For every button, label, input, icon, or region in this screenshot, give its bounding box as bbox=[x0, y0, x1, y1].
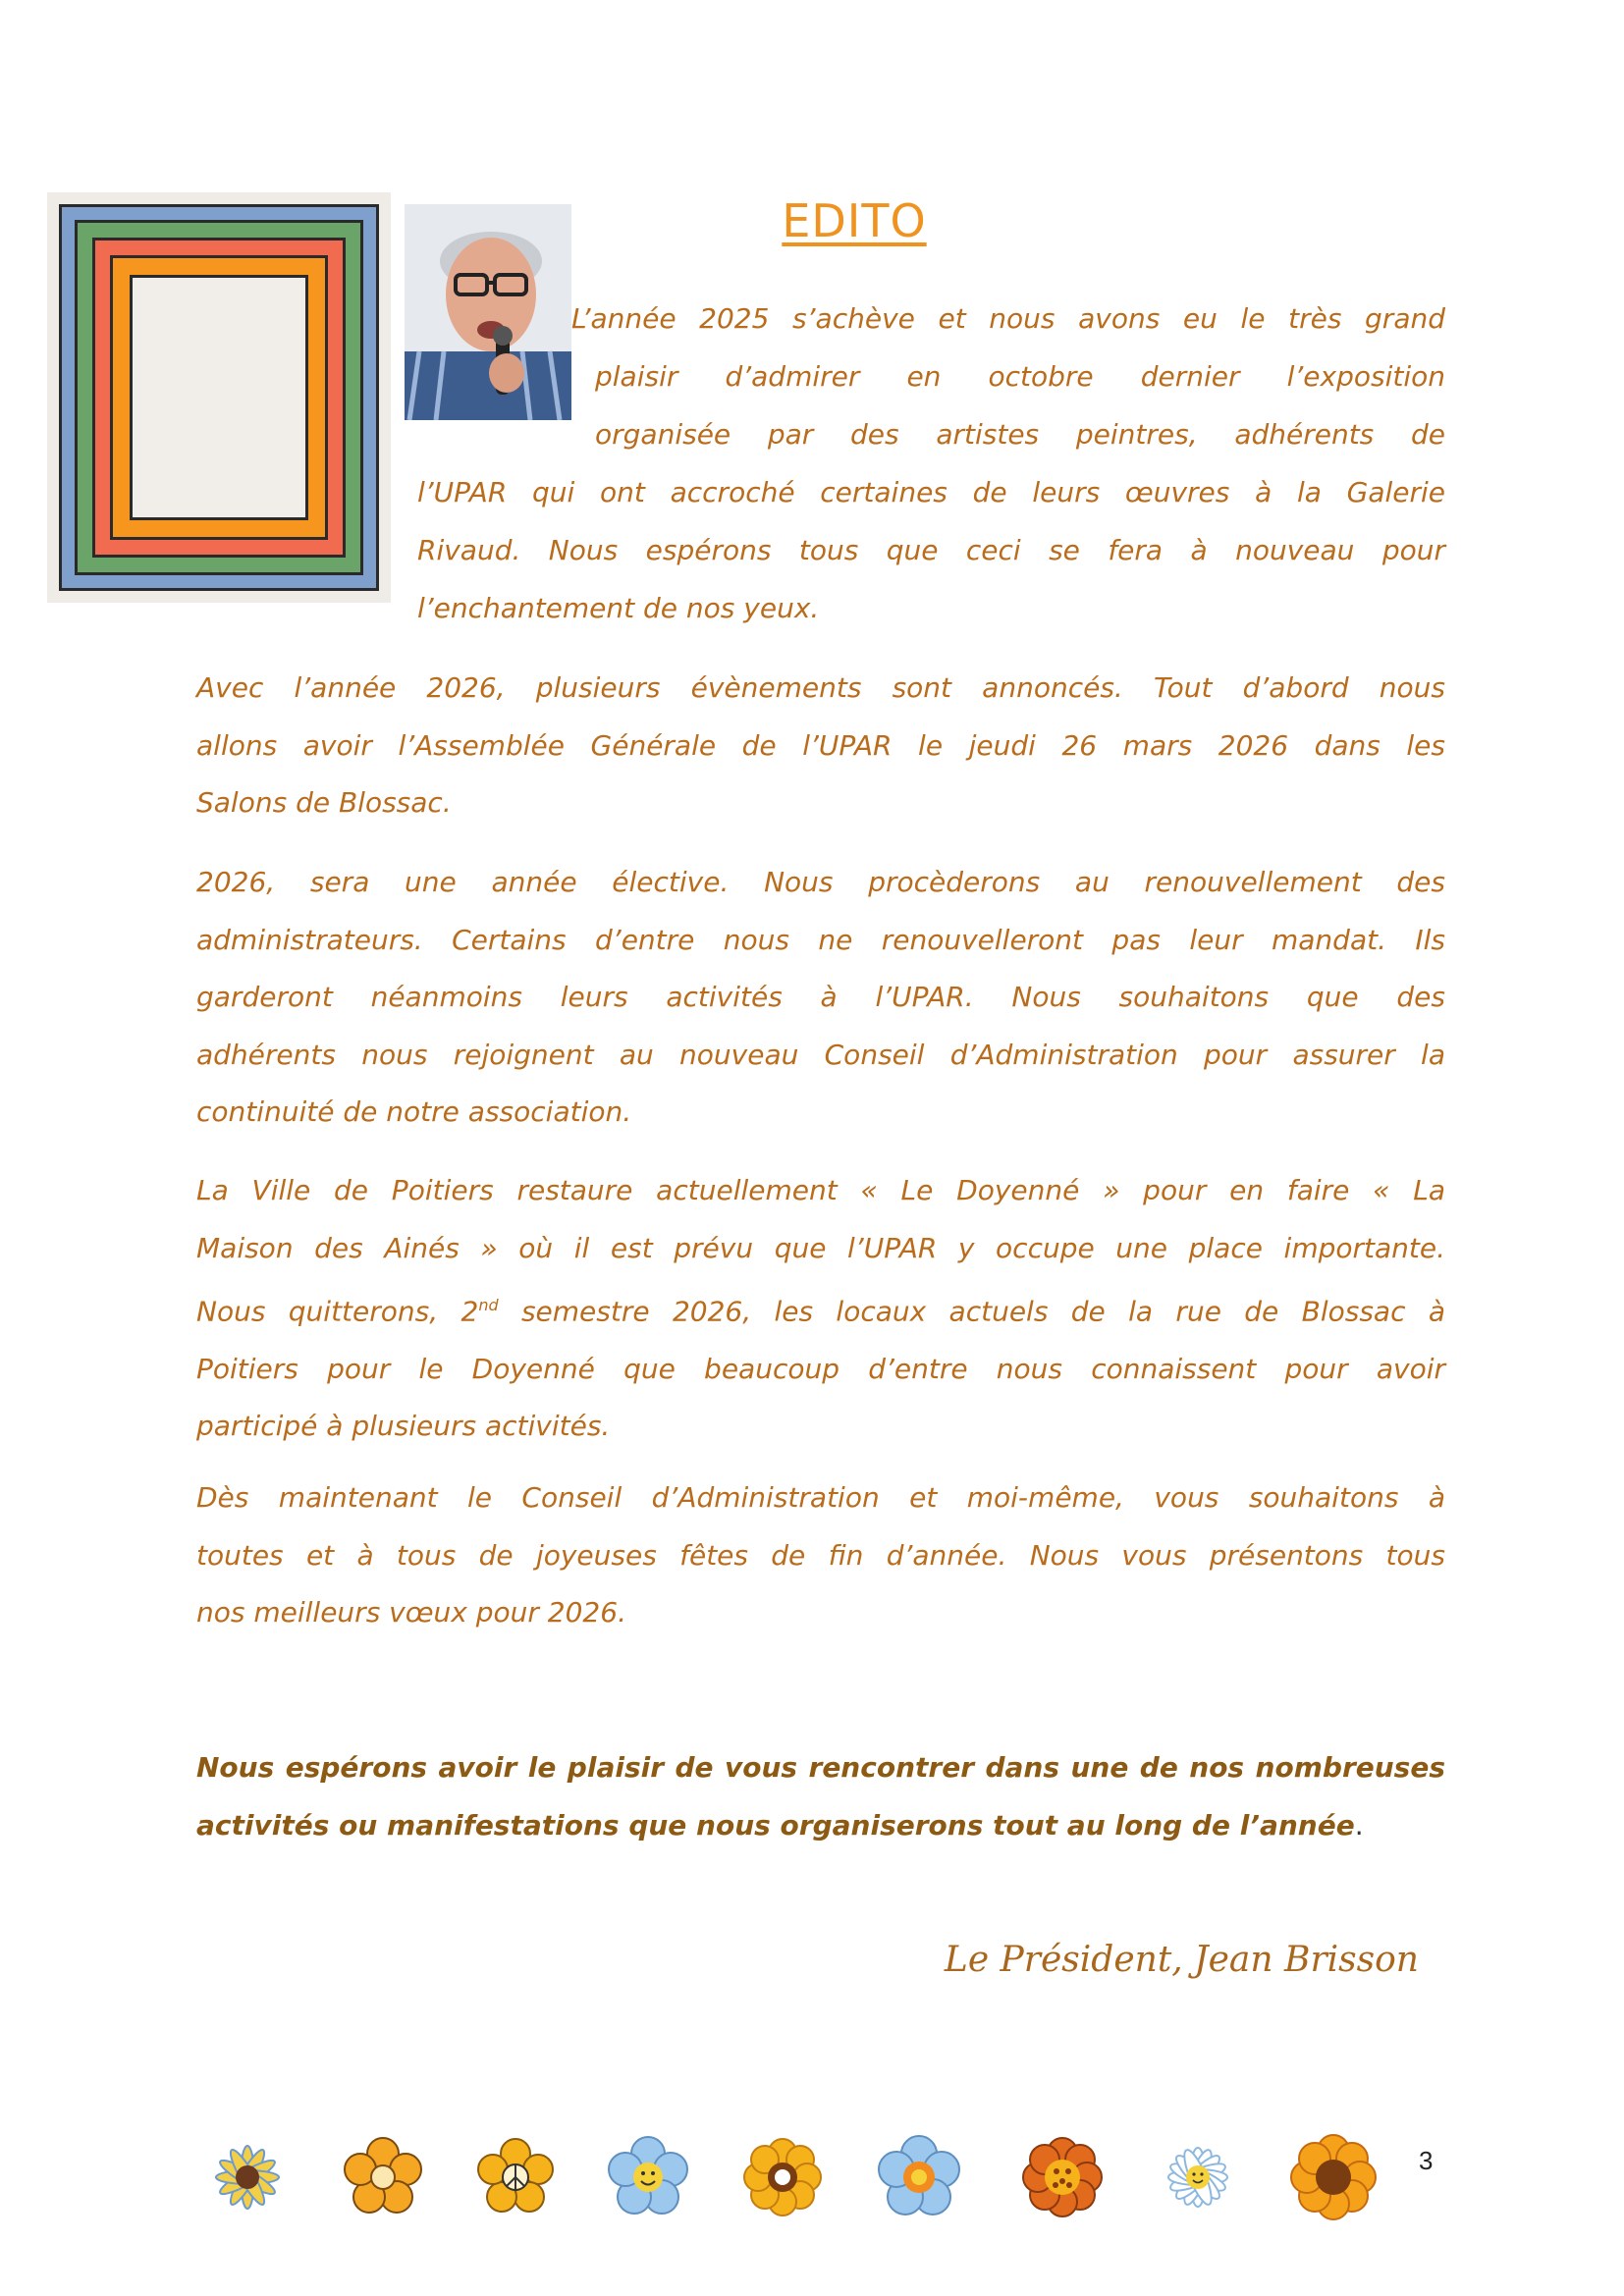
flower-icon bbox=[345, 2138, 421, 2213]
flower-icon bbox=[1023, 2138, 1102, 2216]
text-line: plaisir d’admirer en octobre dernier l’exposition bbox=[595, 360, 1445, 393]
text-line: Salons de Blossac. bbox=[196, 786, 452, 819]
text-line: adhérents nous rejoignent au nouveau Conseil d’Administration pour assurer la bbox=[196, 1038, 1445, 1071]
flower-icon bbox=[1291, 2135, 1376, 2219]
text-line: l’enchantement de nos yeux. bbox=[417, 592, 820, 624]
paragraph-elective-year bbox=[196, 854, 1445, 1142]
text-fragment: activités ou manifestations que nous organiserons tout au long de l’année bbox=[196, 1808, 1355, 1842]
president-portrait bbox=[405, 204, 571, 420]
text-line: allons avoir l’Assemblée Générale de l’UPAR le jeudi 26 mars 2026 dans les bbox=[196, 728, 1445, 762]
text-line: Avec l’année 2026, plusieurs évènements sont annoncés. Tout d’abord nous bbox=[196, 671, 1445, 704]
decorative-frame bbox=[47, 192, 391, 603]
text-line: l’UPAR qui ont accroché certaines de leurs œuvres à la Galerie bbox=[417, 476, 1445, 508]
text-line: administrateurs. Certains d’entre nous ne renouvelleront pas leur mandat. Ils bbox=[196, 923, 1445, 956]
flower-icon bbox=[216, 2146, 279, 2209]
text-line: Dès maintenant le Conseil d’Administration et moi-même, vous souhaitons à bbox=[196, 1481, 1445, 1514]
text-line: Nous espérons avoir le plaisir de vous rencontrer dans une de nos nombreuses bbox=[196, 1751, 1445, 1784]
text-line: Rivaud. Nous espérons tous que ceci se fera à nouveau pour bbox=[417, 534, 1445, 566]
text-line: nos meilleurs vœux pour 2026. bbox=[196, 1596, 626, 1629]
closing-paragraph bbox=[196, 1739, 1445, 1854]
text-line: La Ville de Poitiers restaure actuellement « Le Doyenné » pour en faire « La bbox=[196, 1174, 1445, 1206]
text-fragment: Nous quitterons, 2 bbox=[196, 1295, 479, 1328]
flower-border bbox=[196, 2120, 1434, 2238]
page-title: EDITO bbox=[782, 194, 927, 247]
signature: Le Président, Jean Brisson bbox=[944, 1940, 1419, 1980]
paragraph-general-assembly bbox=[196, 660, 1445, 832]
page-number: 3 bbox=[1419, 2146, 1434, 2175]
text-line: Maison des Ainés » où il est prévu que l’UPAR y occupe une place importante. bbox=[196, 1231, 1445, 1264]
flower-icon bbox=[744, 2139, 821, 2216]
superscript: nd bbox=[478, 1296, 499, 1314]
text-line bbox=[196, 1277, 1445, 1341]
closing-period: . bbox=[1354, 1808, 1364, 1842]
flower-icon bbox=[478, 2139, 553, 2212]
flower-icon bbox=[879, 2136, 959, 2215]
paragraph-doyenne bbox=[196, 1162, 1445, 1456]
text-line: toutes et à tous de joyeuses fêtes de fin d’année. Nous vous présentons tous bbox=[196, 1538, 1445, 1572]
flower-icon bbox=[609, 2137, 687, 2214]
flower-icon bbox=[1167, 2147, 1228, 2208]
text-line: garderont néanmoins leurs activités à l’UPAR. Nous souhaitons que des bbox=[196, 981, 1445, 1013]
text-fragment: semestre 2026, les locaux actuels de la rue de Blossac à bbox=[498, 1295, 1446, 1328]
text-line: L’année 2025 s’achève et nous avons eu le très grand bbox=[571, 302, 1445, 335]
text-line: 2026, sera une année élective. Nous procèderons au renouvellement des bbox=[196, 866, 1445, 898]
text-line: organisée par des artistes peintres, adhérents de bbox=[595, 418, 1445, 451]
text-line bbox=[196, 1797, 1445, 1855]
text-line: Poitiers pour le Doyenné que beaucoup d’entre nous connaissent pour avoir bbox=[196, 1352, 1445, 1385]
text-line: continuité de notre association. bbox=[196, 1095, 632, 1128]
text-line: participé à plusieurs activités. bbox=[196, 1410, 611, 1443]
paragraph-greetings bbox=[196, 1469, 1445, 1642]
